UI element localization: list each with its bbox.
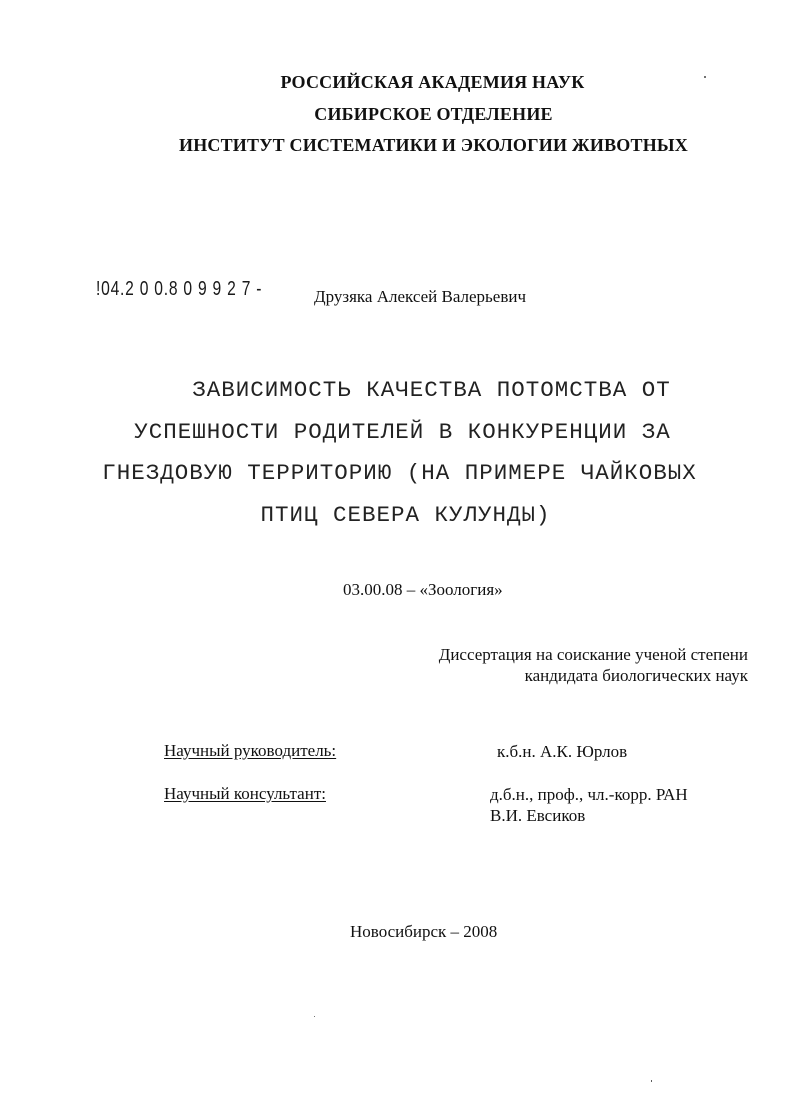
author-name: Друзяка Алексей Валерьевич	[314, 287, 527, 306]
title-line-3: ГНЕЗДОВУЮ ТЕРРИТОРИЮ (НА ПРИМЕРЕ ЧАЙКОВЫХ	[102, 460, 697, 486]
degree-line-1: Диссертация на соискание ученой степени	[438, 645, 748, 664]
scan-speck	[314, 1016, 315, 1017]
scan-speck	[651, 1080, 652, 1082]
dissertation-title	[0, 370, 799, 536]
speciality-code: 03.00.08 – «Зоология»	[343, 580, 503, 599]
consultant-label: Научный консультант:	[164, 784, 326, 803]
supervisor-label: Научный руководитель:	[164, 741, 337, 760]
title-line-1: ЗАВИСИМОСТЬ КАЧЕСТВА ПОТОМСТВА ОТ	[192, 377, 671, 403]
degree-line-2: кандидата биологических наук	[524, 666, 748, 685]
title-line-2: УСПЕШНОСТИ РОДИТЕЛЕЙ В КОНКУРЕНЦИИ ЗА	[134, 418, 671, 445]
consultant-info	[490, 784, 688, 826]
city-year: Новосибирск – 2008	[350, 922, 498, 941]
degree-statement	[439, 644, 748, 686]
consultant-name: В.И. Евсиков	[490, 806, 586, 825]
institution-academy: РОССИЙСКАЯ АКАДЕМИЯ НАУК	[280, 72, 585, 92]
institution-institute: ИНСТИТУТ СИСТЕМАТИКИ И ЭКОЛОГИИ ЖИВОТНЫХ	[179, 135, 688, 155]
consultant-title: д.б.н., проф., чл.-корр. РАН	[490, 785, 688, 804]
scan-speck	[704, 76, 706, 78]
title-line-4: ПТИЦ СЕВЕРА КУЛУНДЫ)	[260, 501, 551, 528]
registration-stamp: !04.2 0 0.8 0 9 9 2 7 -	[96, 278, 263, 300]
supervisor-name: к.б.н. А.К. Юрлов	[497, 742, 628, 761]
institution-branch: СИБИРСКОЕ ОТДЕЛЕНИЕ	[314, 104, 553, 124]
